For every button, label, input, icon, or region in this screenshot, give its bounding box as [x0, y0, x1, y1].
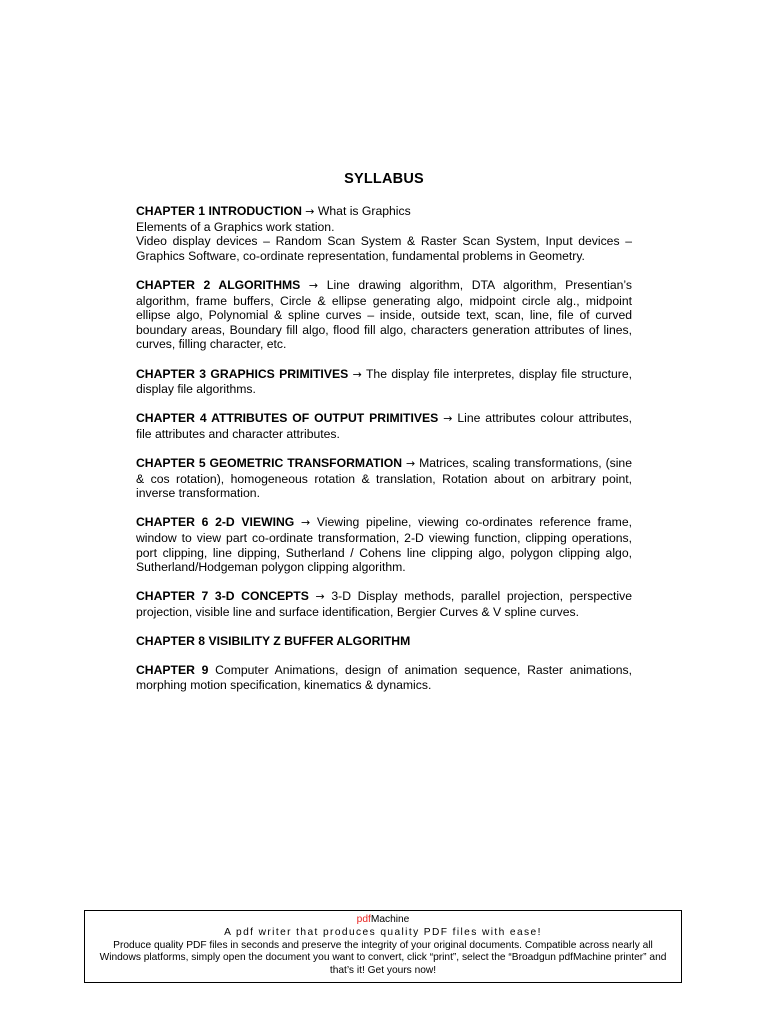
chapter-1-line-2: Elements of a Graphics work station. [136, 219, 335, 234]
footer-brand-pdf: pdf [356, 914, 371, 925]
footer-body-text: Produce quality PDF files in seconds and preserve the integrity of your original documents. Compatible across nearly all Windows platforms, simply open the document you want to convert, click “print”, select the “Broadgun pdfMachine printer” and that’s it! Get yours now! [99, 939, 667, 977]
page-title: SYLLABUS [344, 171, 424, 187]
pdfmachine-footer-box [84, 910, 682, 983]
chapter-7 [136, 589, 632, 619]
footer-brand [85, 914, 681, 927]
chapter-2-heading: CHAPTER 2 ALGORITHMS [136, 277, 301, 292]
arrow-icon: → [305, 205, 315, 218]
chapter-5 [136, 456, 632, 501]
footer-tagline: A pdf writer that produces quality PDF files with ease! [224, 926, 542, 938]
arrow-icon: → [443, 412, 453, 426]
chapter-6-text: Viewing pipeline, viewing co-ordinates reference frame, window to view part co-ordinate transformation, 2-D viewing function, clipping operations, port clipping, line dipping, Sutherland / Cohens line clipping algo, polygon clipping algo, Sutherland/Hodgeman polygon clipping algorithm. [136, 515, 632, 575]
chapter-4 [136, 411, 632, 441]
arrow-icon: → [405, 457, 416, 471]
chapter-8 [136, 634, 632, 649]
arrow-icon: → [352, 367, 362, 381]
footer-brand-machine: Machine [370, 914, 410, 925]
chapter-9 [136, 663, 632, 692]
chapter-3-text: The display file interpretes, display file structure, display file algorithms. [136, 366, 632, 397]
chapter-3 [136, 367, 632, 397]
chapter-9-text: Computer Animations, design of animation sequence, Raster animations, morphing motion specification, kinematics & dynamics. [136, 663, 632, 692]
chapter-6 [136, 515, 632, 574]
chapter-8-heading: CHAPTER 8 VISIBILITY Z BUFFER ALGORITHM [136, 634, 411, 649]
chapter-1-line-1: What is Graphics [317, 204, 411, 218]
arrow-icon: → [315, 590, 325, 604]
chapter-2 [136, 278, 632, 352]
chapter-4-heading: CHAPTER 4 ATTRIBUTES OF OUTPUT PRIMITIVES [136, 411, 439, 426]
chapter-5-heading: CHAPTER 5 GEOMETRIC TRANSFORMATION [136, 456, 403, 471]
chapter-1 [136, 204, 632, 263]
chapter-7-text: 3-D Display methods, parallel projection, perspective projection, visible line and surface identification, Bergier Curves & V spline curves. [136, 589, 633, 620]
chapter-2-text: Line drawing algorithm, DTA algorithm, Presentian’s algorithm, frame buffers, Circle & ellipse generating algo, midpoint circle alg., midpoint ellipse algo, Polynomial & spline curves – inside, outside text, scan, line, file of curved boundary areas, Boundary fill algo, flood fill algo, characters generation attributes of lines, curves, filling character, etc. [136, 277, 632, 352]
syllabus-content [136, 204, 632, 707]
chapter-4-text: Line attributes colour attributes, file attributes and character attributes. [136, 411, 633, 441]
chapter-3-heading: CHAPTER 3 GRAPHICS PRIMITIVES [136, 366, 349, 381]
chapter-1-line-3: Video display devices – Random Scan System & Raster Scan System, Input devices – Graphics Software, co-ordinate representation, fundamental problems in Geometry. [136, 234, 632, 263]
chapter-9-heading: CHAPTER 9 [136, 663, 209, 678]
chapter-6-heading: CHAPTER 6 2-D VIEWING [136, 515, 295, 530]
chapter-5-text: Matrices, scaling transformations, (sine & cos rotation), homogeneous rotation & translation, Rotation about on arbitrary point, inverse transformation. [136, 456, 632, 501]
chapter-7-heading: CHAPTER 7 3-D CONCEPTS [136, 589, 309, 604]
arrow-icon: → [300, 516, 311, 530]
arrow-icon: → [308, 278, 319, 292]
chapter-1-heading: CHAPTER 1 INTRODUCTION [136, 204, 302, 218]
